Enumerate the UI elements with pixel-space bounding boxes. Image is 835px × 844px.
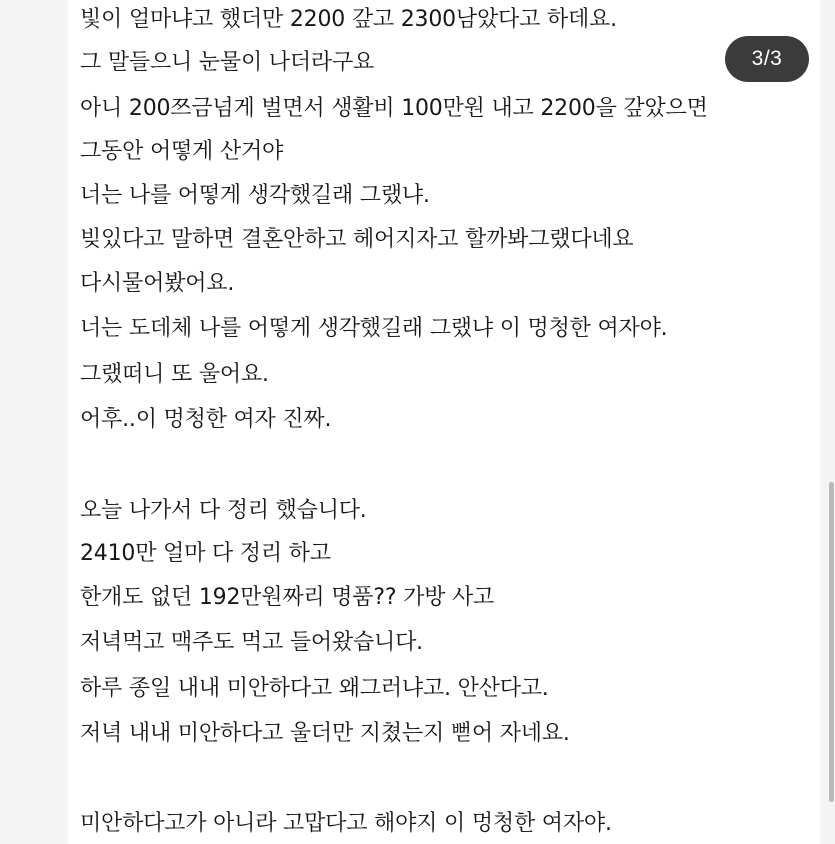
text-line-1: 빛이 얼마냐고 했더만 2200 갚고 2300남았다고 하데요.: [80, 7, 617, 32]
text-line-12: 2410만 얼마 다 정리 하고: [80, 541, 331, 566]
text-line-5: 너는 나를 어떻게 생각했길래 그랬냐.: [80, 183, 430, 208]
text-line-4: 그동안 어떻게 산거야: [80, 139, 284, 164]
text-line-14: 저녁먹고 맥주도 먹고 들어왔습니다.: [80, 630, 423, 655]
text-line-11: 오늘 나가서 다 정리 했습니다.: [80, 498, 367, 523]
text-line-3: 아니 200쯔금넘게 벌면서 생활비 100만원 내고 2200을 갚았으면: [80, 96, 708, 121]
text-line-16: 저녁 내내 미안하다고 울더만 지쳤는지 뻗어 자네요.: [80, 721, 570, 746]
text-line-6: 빚있다고 말하면 결혼안하고 헤어지자고 할까봐그랬다네요: [80, 227, 634, 252]
image-counter-badge: 3/3: [725, 36, 809, 82]
text-line-10: 어후..이 멍청한 여자 진짜.: [80, 407, 332, 432]
text-line-7: 다시물어봤어요.: [80, 271, 235, 296]
text-line-2: 그 말들으니 눈물이 나더라구요: [80, 50, 375, 75]
scrollbar-thumb[interactable]: [829, 482, 834, 802]
text-line-9: 그랬떠니 또 울어요.: [80, 362, 269, 387]
text-line-17: 미안하다고가 아니라 고맙다고 해야지 이 멍청한 여자야.: [80, 811, 612, 836]
text-line-13: 한개도 없던 192만원짜리 명품?? 가방 사고: [80, 585, 495, 610]
text-line-8: 너는 도데체 나를 어떻게 생각했길래 그랬냐 이 멍청한 여자야.: [80, 316, 668, 341]
text-line-15: 하루 종일 내내 미안하다고 왜그러냐고. 안산다고.: [80, 676, 549, 701]
